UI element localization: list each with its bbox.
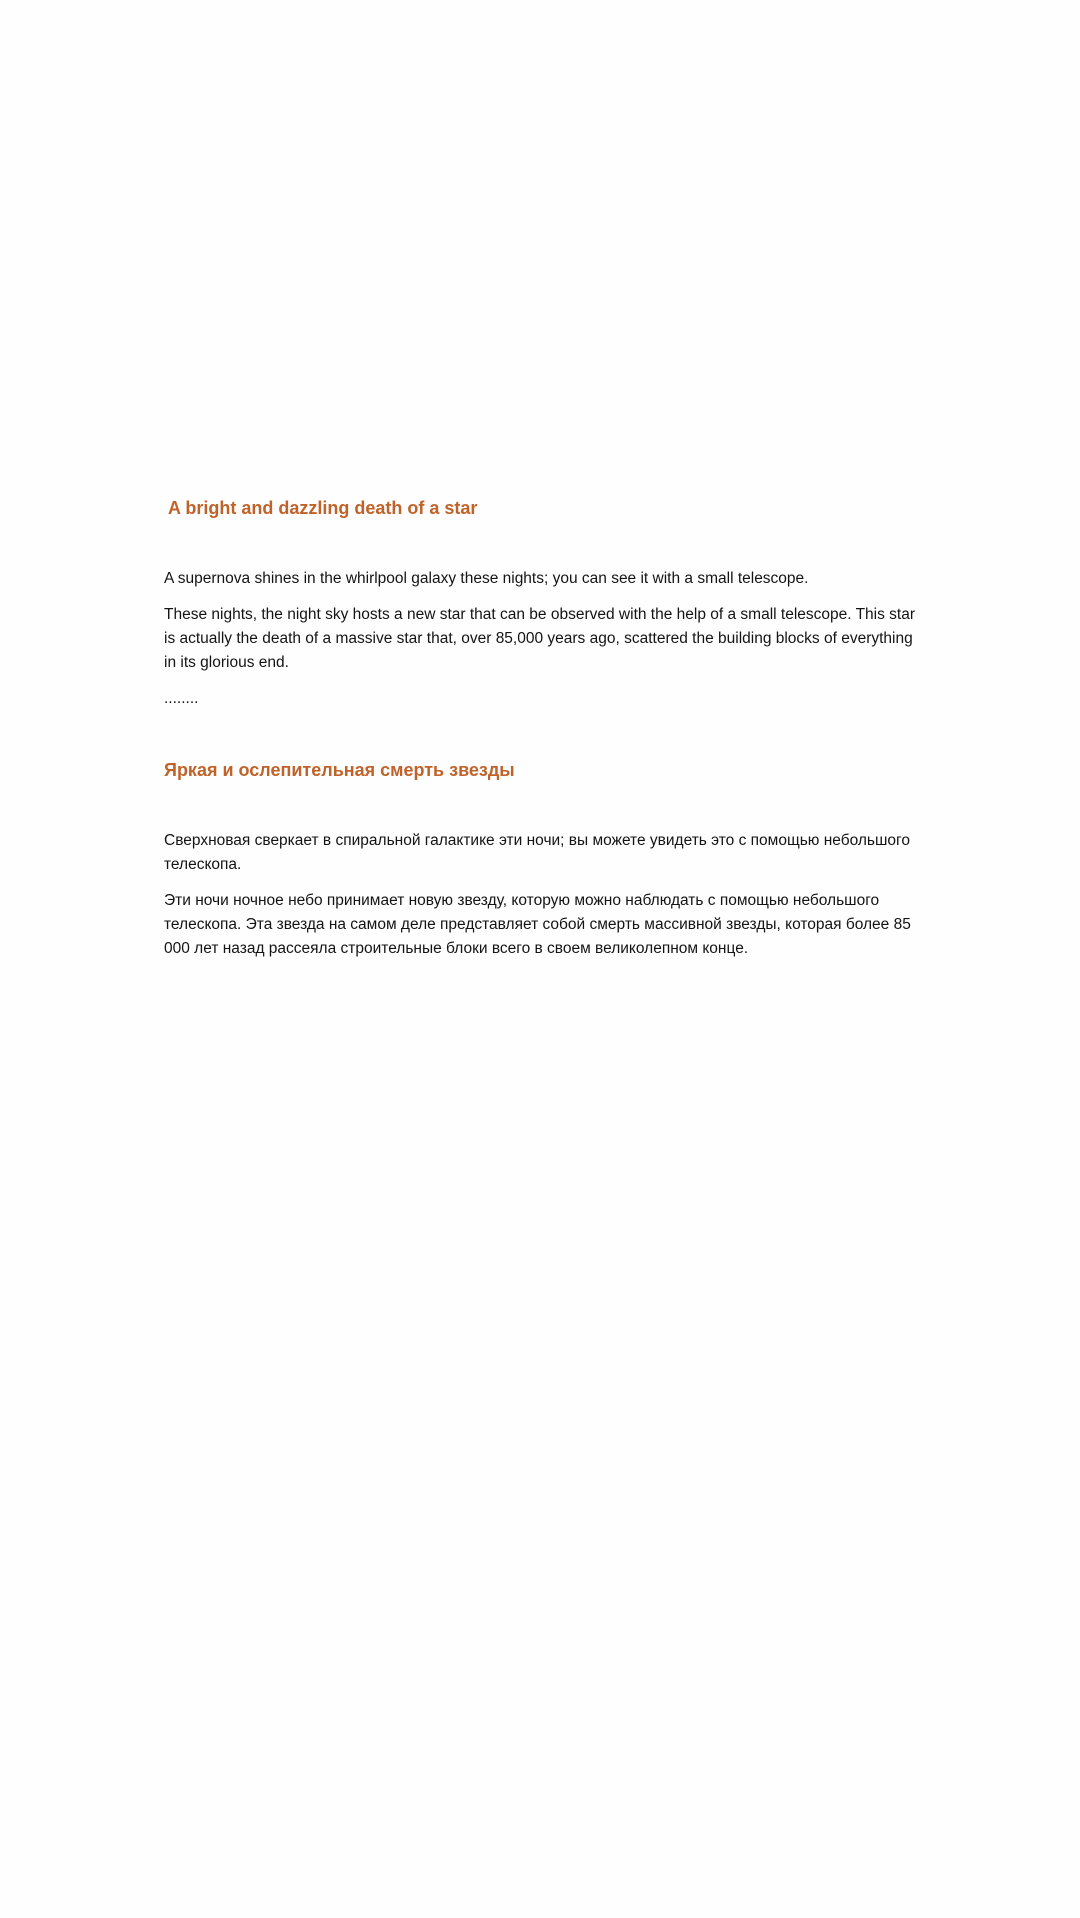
russian-paragraph-1: Сверхновая сверкает в спиральной галактике эти ночи; вы можете увидеть это с помощью небольшого телескопа.: [164, 832, 910, 873]
document-content: [164, 495, 924, 961]
russian-title: Яркая и ослепительная смерть звезды: [164, 760, 515, 780]
english-ellipsis: ........: [164, 690, 199, 707]
english-paragraph-1: A supernova shines in the whirlpool galaxy these nights; you can see it with a small telescope.: [164, 570, 809, 587]
english-paragraph-2: These nights, the night sky hosts a new star that can be observed with the help of a small telescope. This star is actually the death of a massive star that, over 85,000 years ago, scattered the building blocks of everything in its glorious end.: [164, 606, 916, 671]
russian-paragraph-2: Эти ночи ночное небо принимает новую звезду, которую можно наблюдать с помощью небольшого телескопа. Эта звезда на самом деле представляет собой смерть массивной звезды, которая более 85 000 лет назад рассеяла строительные блоки всего в своем великолепном конце.: [164, 892, 911, 957]
english-title: A bright and dazzling death of a star: [168, 498, 478, 518]
